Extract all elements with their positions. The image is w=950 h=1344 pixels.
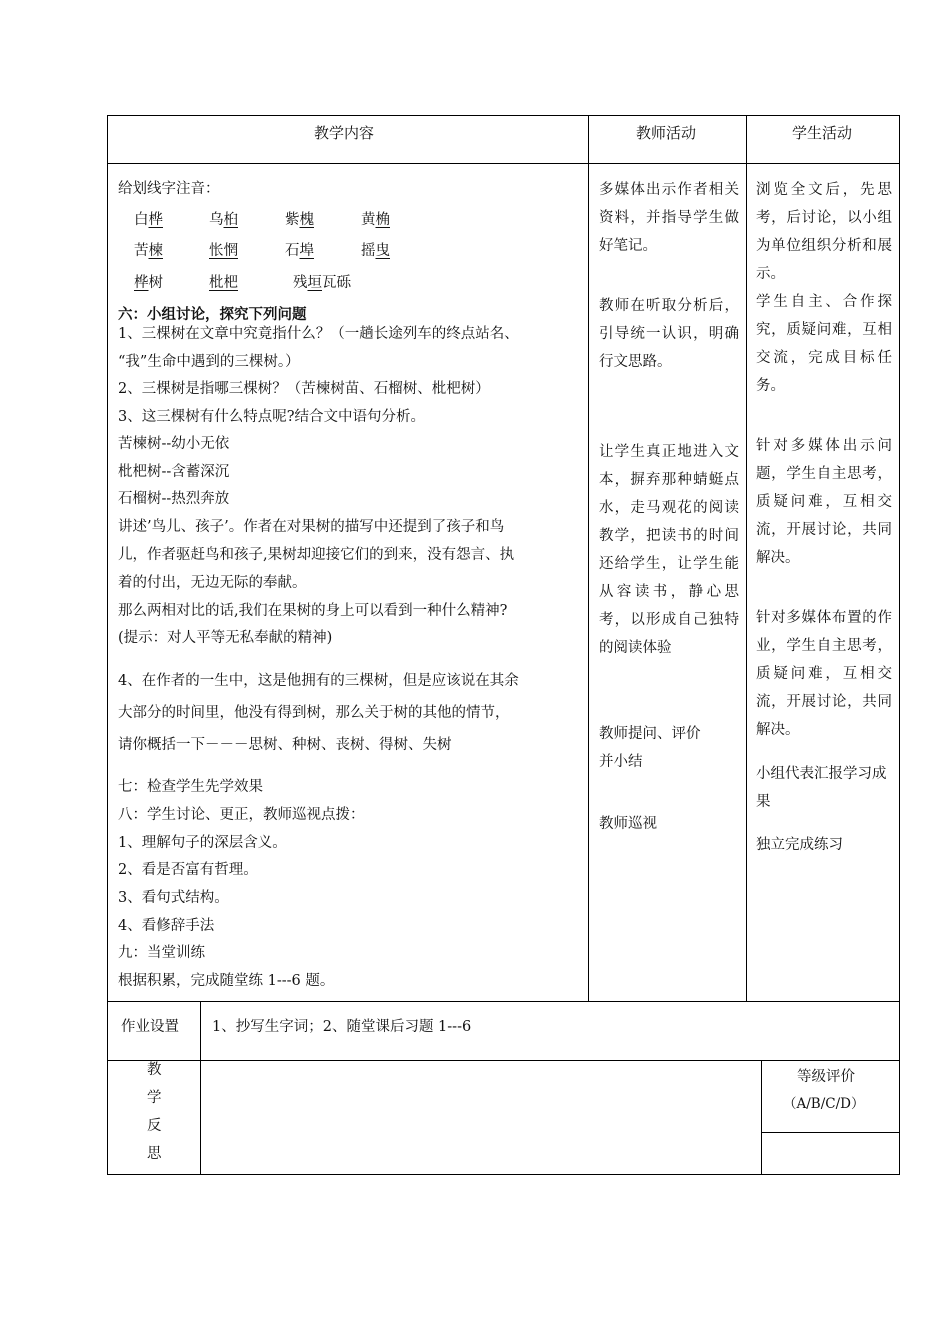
teacher-activity-1: 多媒体出示作者相关资料，并指导学生做好笔记。 (599, 182, 739, 254)
student-activity-1: 浏览全文后，先思考，后讨论，以小组为单位组织分析和展示。 (756, 182, 892, 282)
pinyin-word-2: 乌桕 (209, 212, 238, 228)
student-activity-2: 学生自主、合作探究，质疑问难，互相交流，完成目标任务。 (756, 294, 892, 394)
teacher-activity-3: 让学生真正地进入文本，摒弃那种蜻蜓点水，走马观花的阅读教学，把读书的时间还给学生，让学生能从容读书，静心思考，以形成自己独特的阅读体验 (599, 444, 739, 656)
pinyin-word-5: 苦楝 (134, 243, 163, 259)
reflection-label-char-1: 教 (147, 1062, 162, 1078)
eight-item-4: 4、看修辞手法 (118, 918, 215, 934)
grade-evaluation-options: （A/B/C/D） (783, 1096, 865, 1112)
pinyin-word-6: 怅惘 (209, 243, 238, 259)
question-1: 1、三棵树在文章中究竟指什么？（一趟长途列车的终点站名、 (118, 326, 519, 342)
section-seven: 七：检查学生先学效果 (118, 779, 263, 795)
homework-label: 作业设置 (121, 1019, 179, 1035)
pinyin-word-1: 白桦 (134, 212, 163, 228)
paragraph-1-line-1: 讲述’鸟儿、孩子’。作者在对果树的描写中还提到了孩子和鸟 (118, 519, 505, 535)
student-activity-3: 针对多媒体出示问题，学生自主思考，质疑问难，互相交流，开展讨论，共同解决。 (756, 438, 892, 566)
question-4-line-1: 4、在作者的一生中，这是他拥有的三棵树，但是应该说在其余 (118, 673, 519, 689)
pinyin-intro: 给划线字注音： (118, 181, 220, 197)
header-row-divider (107, 163, 900, 164)
section-six-title: 六：小组讨论，探究下列问题 (118, 306, 307, 323)
question-2: 2、三棵树是指哪三棵树？（苦楝树苗、石榴树、枇杷树） (118, 381, 490, 397)
teacher-activity-5: 教师巡视 (599, 816, 657, 832)
table-border-right (899, 115, 900, 1175)
question-1-cont: “我”生命中遇到的三棵树。） (118, 354, 300, 370)
paragraph-2-line-1: 那么两相对比的话,我们在果树的身上可以看到一种什么精神? (118, 603, 508, 619)
student-activity-6: 独立完成练习 (756, 837, 843, 853)
paragraph-1-line-2: 儿，作者驱赶鸟和孩子,果树却迎接它们的到来，没有怨言、执 (118, 547, 515, 563)
reflection-label-char-2: 学 (147, 1090, 162, 1106)
paragraph-2-line-2: (提示：对人平等无私奉献的精神) (118, 630, 333, 646)
header-content: 教学内容 (314, 124, 375, 142)
question-4-line-2: 大部分的时间里，他没有得到树，那么关于树的其他的情节， (118, 705, 510, 721)
body-row-divider (107, 1001, 900, 1002)
teacher-activity-4-line-1: 教师提问、评价 (599, 726, 701, 742)
table-border-left (107, 115, 108, 1175)
student-activity-4: 针对多媒体布置的作业，学生自主思考，质疑问难，互相交流，开展讨论，共同解决。 (756, 610, 892, 738)
table-border-bottom (107, 1174, 900, 1175)
section-nine: 九：当堂训练 (118, 945, 205, 961)
homework-label-divider (200, 1001, 201, 1175)
header-teacher-activity: 教师活动 (636, 124, 697, 142)
reflection-label-char-3: 反 (147, 1118, 162, 1134)
eight-item-3: 3、看句式结构。 (118, 890, 229, 906)
eight-item-2: 2、看是否富有哲理。 (118, 862, 258, 878)
pinyin-word-3: 紫槐 (285, 212, 314, 228)
pinyin-word-10: 枇杷 (209, 275, 238, 291)
pinyin-word-8: 摇曳 (361, 243, 390, 259)
grade-row-divider (761, 1132, 900, 1133)
homework-text: 1、抄写生字词；2、随堂课后习题 1---6 (212, 1019, 472, 1035)
student-activity-5: 小组代表汇报学习成果 (756, 766, 887, 810)
header-student-activity: 学生活动 (792, 124, 853, 142)
pinyin-word-9: 桦树 (134, 275, 163, 291)
pinyin-word-4: 黄桷 (361, 212, 390, 228)
teacher-activity-2: 教师在听取分析后，引导统一认识，明确行文思路。 (599, 298, 739, 370)
grade-evaluation-label: 等级评价 (797, 1069, 855, 1085)
column-divider-1 (588, 115, 589, 1002)
section-eight: 八：学生讨论、更正，教师巡视点拨： (118, 807, 365, 823)
table-border-top (107, 115, 900, 116)
homework-row-divider (107, 1060, 900, 1061)
tree-trait-3: 石榴树--热烈奔放 (118, 491, 230, 507)
nine-item-1: 根据积累，完成随堂练 1---6 题。 (118, 973, 335, 989)
pinyin-word-7: 石埠 (285, 243, 314, 259)
teacher-activity-4-line-2: 并小结 (599, 754, 643, 770)
paragraph-1-line-3: 着的付出，无边无际的奉献。 (118, 575, 307, 591)
tree-trait-1: 苦楝树--幼小无依 (118, 436, 230, 452)
grade-column-divider (761, 1060, 762, 1175)
question-4-line-3: 请你概括一下－－－思树、种树、丧树、得树、失树 (118, 737, 452, 753)
column-divider-2 (746, 115, 747, 1002)
eight-item-1: 1、理解句子的深层含义。 (118, 835, 287, 851)
tree-trait-2: 枇杷树--含蓄深沉 (118, 464, 230, 480)
pinyin-word-11: 残垣瓦砾 (293, 275, 351, 291)
question-3: 3、这三棵树有什么特点呢?结合文中语句分析。 (118, 409, 425, 425)
reflection-label-char-4: 思 (147, 1146, 162, 1162)
